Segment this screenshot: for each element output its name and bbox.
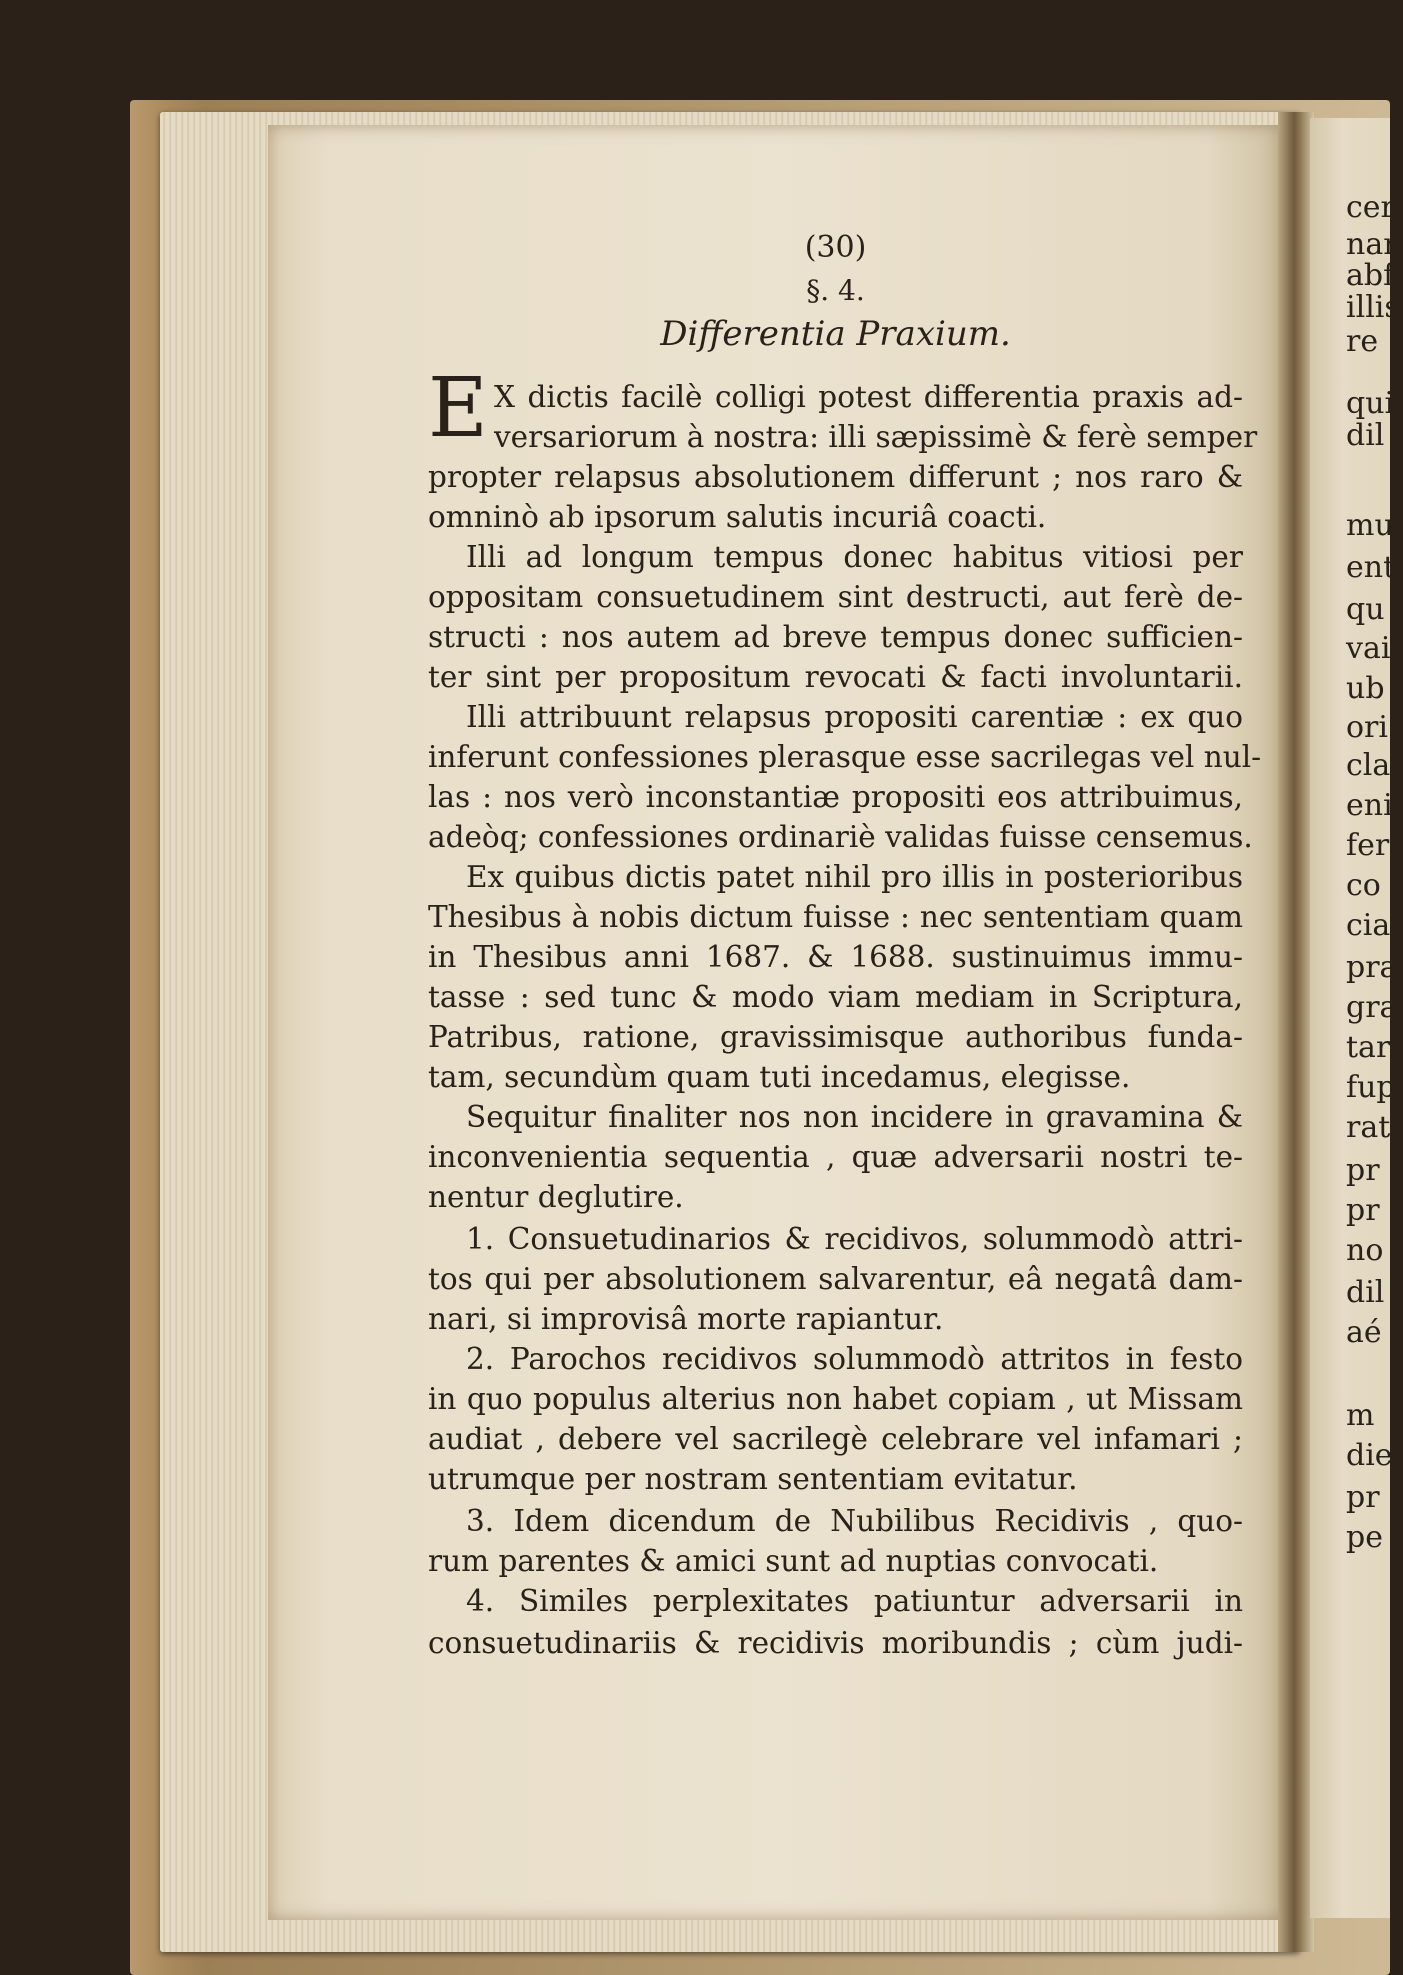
facing-fragment: fup bbox=[1346, 1070, 1396, 1105]
facing-fragment: no bbox=[1346, 1233, 1384, 1268]
text-line: Sequitur finaliter nos non incidere in gravamina & bbox=[466, 1100, 1243, 1134]
text-line: nentur deglutire. bbox=[428, 1180, 684, 1214]
facing-fragment: pe bbox=[1346, 1520, 1383, 1555]
facing-fragment: m bbox=[1346, 1398, 1375, 1433]
facing-fragment: abf bbox=[1346, 258, 1395, 293]
text-line: Ex quibus dictis patet nihil pro illis in posterioribus bbox=[466, 860, 1243, 894]
facing-fragment: illis bbox=[1346, 290, 1400, 325]
facing-fragment: vai bbox=[1346, 631, 1391, 666]
facing-fragment: re bbox=[1346, 324, 1379, 359]
text-line: tam, secundùm quam tuti incedamus, elegisse. bbox=[428, 1060, 1131, 1094]
text-line: rum parentes & amici sunt ad nuptias convocati. bbox=[428, 1544, 1159, 1578]
facing-fragment: ent bbox=[1346, 550, 1396, 585]
text-line: Illi ad longum tempus donec habitus vitiosi per bbox=[466, 540, 1243, 574]
text-line: inferunt confessiones plerasque esse sacrilegas vel nul- bbox=[428, 740, 1262, 774]
facing-page bbox=[1310, 118, 1403, 1918]
facing-fragment: rat bbox=[1346, 1110, 1391, 1145]
text-line: Thesibus à nobis dictum fuisse : nec sententiam quam bbox=[428, 900, 1243, 934]
text-line: audiat , debere vel sacrilegè celebrare vel infamari ; bbox=[428, 1422, 1243, 1456]
text-line: omninò ab ipsorum salutis incuriâ coacti. bbox=[428, 500, 1047, 534]
facing-fragment: eni bbox=[1346, 788, 1393, 823]
text-line: propter relapsus absolutionem differunt ; nos raro & bbox=[428, 460, 1243, 494]
facing-fragment: nan bbox=[1346, 227, 1403, 262]
facing-fragment: dil bbox=[1346, 418, 1385, 453]
text-line: consuetudinariis & recidivis moribundis ; cùm judi- bbox=[428, 1626, 1243, 1660]
drop-cap: E bbox=[428, 361, 488, 456]
facing-fragment: fer bbox=[1346, 828, 1390, 863]
facing-fragment: pr bbox=[1346, 1480, 1380, 1515]
text-line: 1. Consuetudinarios & recidivos, solummodò attri- bbox=[466, 1222, 1243, 1256]
facing-fragment: qui bbox=[1346, 386, 1395, 421]
facing-fragment: cla bbox=[1346, 748, 1391, 783]
facing-fragment: pr bbox=[1346, 1153, 1380, 1188]
text-line: 3. Idem dicendum de Nubilibus Recidivis , quo- bbox=[466, 1504, 1243, 1538]
text-line: 4. Similes perplexitates patiuntur adversarii in bbox=[466, 1584, 1243, 1618]
facing-fragment: pra bbox=[1346, 950, 1398, 985]
text-line: tos qui per absolutionem salvarentur, eâ negatâ dam- bbox=[428, 1262, 1243, 1296]
facing-fragment: gra bbox=[1346, 990, 1398, 1025]
facing-fragment: qu bbox=[1346, 592, 1385, 627]
facing-fragment: pr bbox=[1346, 1193, 1380, 1228]
page-number: (30) bbox=[804, 230, 867, 265]
text-line: 2. Parochos recidivos solummodò attritos in festo bbox=[466, 1342, 1243, 1376]
text-line: tasse : sed tunc & modo viam mediam in Scriptura, bbox=[428, 980, 1243, 1014]
facing-fragment: die bbox=[1346, 1438, 1393, 1473]
text-line: in quo populus alterius non habet copiam , ut Missam bbox=[428, 1382, 1243, 1416]
section-number: §. 4. bbox=[806, 274, 865, 307]
facing-fragment: mu bbox=[1346, 508, 1394, 543]
text-line: versariorum à nostra: illi sæpissimè & ferè semper bbox=[494, 420, 1258, 454]
facing-fragment: ub bbox=[1346, 671, 1385, 706]
text-line: Patribus, ratione, gravissimisque authoribus funda- bbox=[428, 1020, 1243, 1054]
facing-fragment: cer bbox=[1346, 190, 1395, 225]
text-line: las : nos verò inconstantiæ propositi eos attribuimus, bbox=[428, 780, 1243, 814]
facing-fragment: aé bbox=[1346, 1315, 1382, 1350]
facing-fragment: dil bbox=[1346, 1275, 1385, 1310]
text-line: oppositam consuetudinem sint destructi, aut ferè de- bbox=[428, 580, 1243, 614]
text-line: X dictis facilè colligi potest differentia praxis ad- bbox=[494, 380, 1243, 414]
facing-fragment: ori bbox=[1346, 710, 1388, 745]
facing-fragment: tar bbox=[1346, 1030, 1391, 1065]
section-heading: Differentia Praxium. bbox=[660, 314, 1011, 354]
text-line: nari, si improvisâ morte rapiantur. bbox=[428, 1302, 944, 1336]
facing-fragment: co bbox=[1346, 868, 1381, 903]
facing-fragment: cia bbox=[1346, 908, 1391, 943]
text-line: inconvenientia sequentia , quæ adversarii nostri te- bbox=[428, 1140, 1243, 1174]
text-line: structi : nos autem ad breve tempus donec sufficien- bbox=[428, 620, 1243, 654]
text-line: utrumque per nostram sententiam evitatur. bbox=[428, 1462, 1078, 1496]
text-line: ter sint per propositum revocati & facti involuntarii. bbox=[428, 660, 1243, 694]
text-line: adeòq; confessiones ordinariè validas fuisse censemus. bbox=[428, 820, 1253, 854]
text-line: in Thesibus anni 1687. & 1688. sustinuimus immu- bbox=[428, 940, 1243, 974]
book-gutter bbox=[1278, 112, 1314, 1952]
text-line: Illi attribuunt relapsus propositi carentiæ : ex quo bbox=[466, 700, 1243, 734]
